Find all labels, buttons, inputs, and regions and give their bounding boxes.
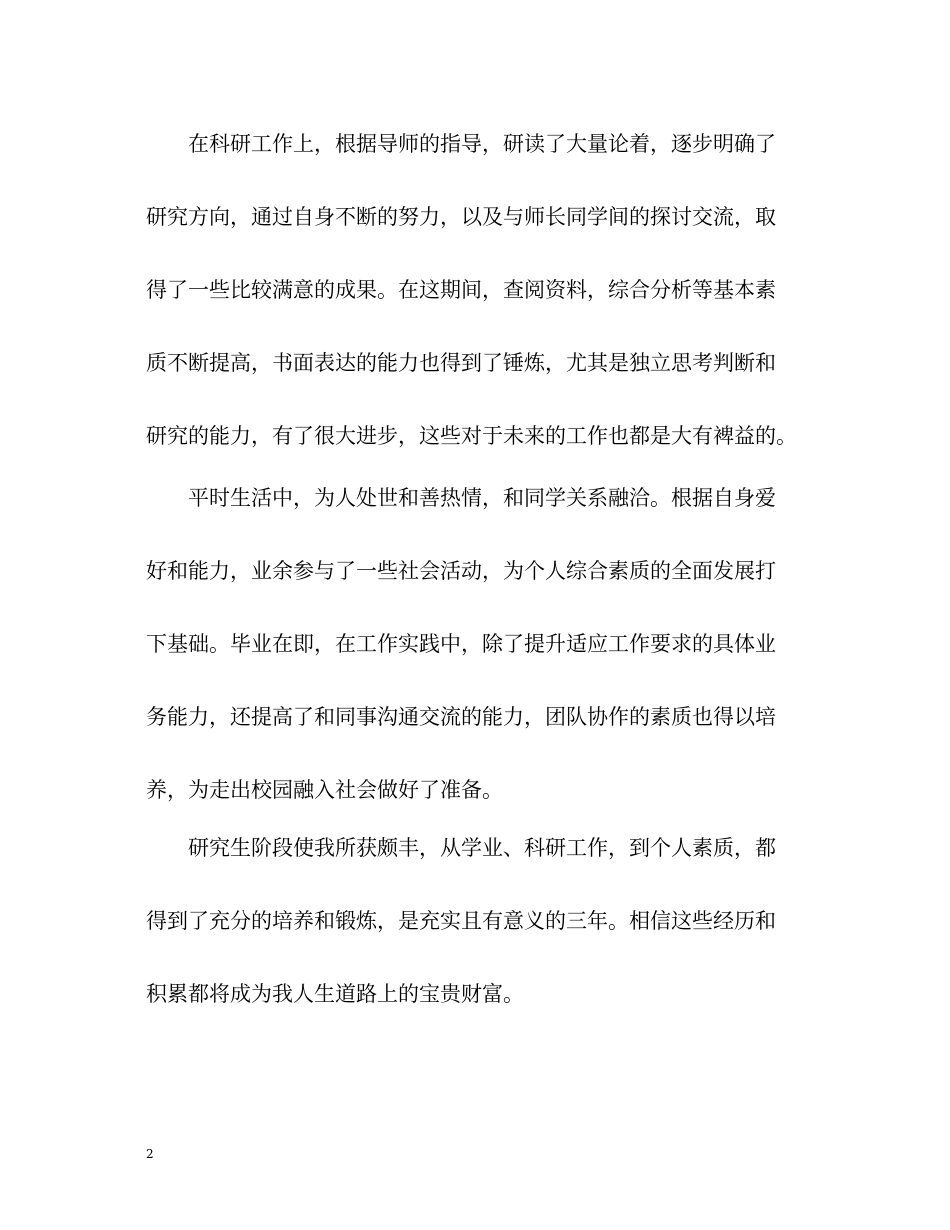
text-line: 积累都将成为我人生道路上的宝贵财富。 — [146, 982, 524, 1006]
text-line: 得了一些比较满意的成果。在这期间，查阅资料，综合分析等基本素 — [146, 278, 776, 302]
text-line: 下基础。毕业在即，在工作实践中，除了提升适应工作要求的具体业 — [146, 632, 776, 656]
text-line: 研究的能力，有了很大进步，这些对于未来的工作也都是大有裨益的。 — [146, 424, 797, 448]
text-line: 平时生活中，为人处世和善热情，和同学关系融洽。根据自身爱 — [188, 486, 776, 510]
text-line: 好和能力，业余参与了一些社会活动，为个人综合素质的全面发展打 — [146, 559, 776, 583]
text-line: 得到了充分的培养和锻炼，是充实且有意义的三年。相信这些经历和 — [146, 909, 776, 933]
text-line: 务能力，还提高了和同事沟通交流的能力，团队协作的素质也得以培 — [146, 705, 776, 729]
text-line: 研究方向，通过自身不断的努力，以及与师长同学间的探讨交流，取 — [146, 205, 776, 229]
text-line: 研究生阶段使我所获颇丰，从学业、科研工作，到个人素质，都 — [188, 836, 776, 860]
text-line: 质不断提高，书面表达的能力也得到了锤炼，尤其是独立思考判断和 — [146, 351, 776, 375]
text-line: 在科研工作上，根据导师的指导，研读了大量论着，逐步明确了 — [188, 132, 776, 156]
page-number: 2 — [146, 1147, 154, 1161]
text-line: 养，为走出校园融入社会做好了准备。 — [146, 778, 503, 802]
